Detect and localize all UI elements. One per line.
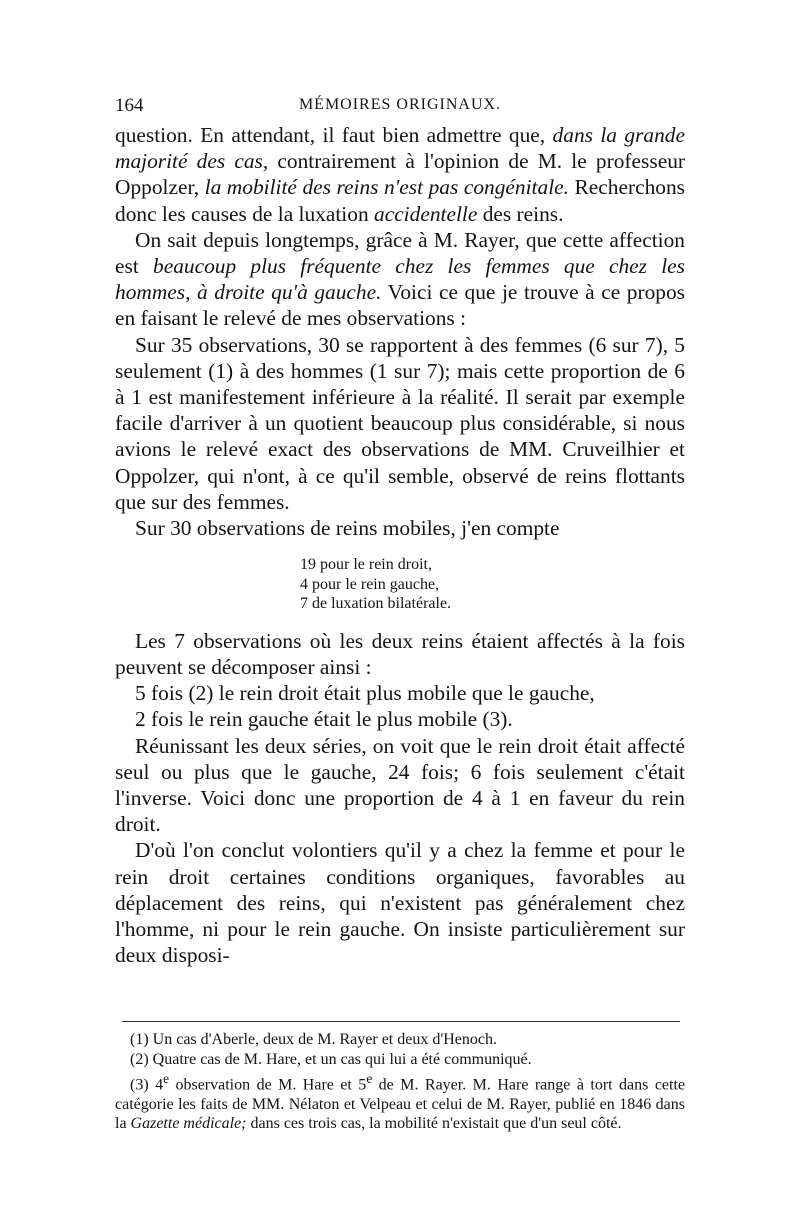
footnote [115, 1069, 685, 1134]
list-item: 4 pour le rein gauche, [300, 575, 440, 593]
main-text [115, 122, 685, 968]
paragraph [115, 837, 685, 968]
list-item: 7 de luxation bilatérale. [300, 595, 452, 613]
text-segment: (1) Un cas d'Aberle, deux de M. Rayer et deux d'Henoch. [130, 1031, 497, 1048]
fold-line: 2 fois le rein gauche était le plus mobile (3). [135, 707, 513, 732]
text-segment: de M. Rayer. M. Hare range à tort dans cette catégorie les faits de MM. Nélaton et Velpeau et celui de M. Rayer, publié en 1846 dans la [115, 1076, 686, 1133]
page-number: 164 [115, 95, 144, 116]
text-segment: Les 7 observations où les deux reins étaient affectés à la fois peuvent se décomposer ainsi : [115, 628, 685, 679]
paragraph [115, 515, 685, 541]
paragraph [115, 733, 685, 838]
italic-text: Gazette médicale; [130, 1115, 247, 1133]
footnote [115, 1030, 685, 1050]
superscript: e [163, 1071, 170, 1086]
footnote [115, 1050, 685, 1070]
text-segment: D'où l'on conclut volontiers qu'il y a chez la femme et pour le rein droit certaines conditions organiques, favorables au déplacement des reins, qui n'existent pas généralement chez l'homme, ni pour le rein gauche. On insiste particulièrement sur deux disposi- [115, 838, 685, 968]
text-segment: Sur 30 observations de reins mobiles, j'en compte [135, 516, 560, 541]
text-segment: question. En attendant, il faut bien admettre que, [115, 123, 553, 147]
text-segment: observation de M. Hare et 5 [169, 1076, 367, 1094]
italic-text: dans la grande majorité des cas, [115, 123, 685, 174]
text-segment: dans ces trois cas, la mobilité n'existait que d'un seul côté. [246, 1115, 622, 1133]
superscript: e [366, 1071, 373, 1086]
text-segment: Réunissant les deux séries, on voit que le rein droit était affecté seul ou plus que le gauche, 24 fois; 6 fois seulement c'était l'inverse. Voici donc une proportion de 4 à 1 en faveur du rein droit. [115, 733, 685, 837]
paragraph [115, 227, 685, 332]
list-item: 19 pour le rein droit, [300, 556, 432, 574]
running-title: MÉMOIRES ORIGINAUX. [298, 96, 502, 113]
page-header [115, 95, 685, 123]
text-segment: (3) 4 [130, 1076, 164, 1094]
text-segment: des reins. [477, 201, 564, 226]
fold-line: 5 fois (2) le rein droit était plus mobile que le gauche, [135, 681, 595, 706]
footnotes [115, 1030, 685, 1134]
footnote-divider [122, 1021, 680, 1022]
paragraph [115, 332, 685, 515]
italic-text: accidentelle [374, 201, 478, 226]
text-segment: Recherchons donc les causes de la luxation [115, 175, 685, 226]
italic-text: beaucoup plus fréquente chez les femmes que chez les hommes, à droite qu'à gauche. [115, 254, 685, 305]
text-segment: contrairement à l'opinion de M. le professeur Oppolzer, [115, 149, 686, 200]
paragraph [115, 122, 685, 227]
italic-text: la mobilité des reins n'est pas congénitale. [204, 175, 569, 200]
text-segment: Sur 35 observations, 30 se rapportent à des femmes (6 sur 7), 5 seulement (1) à des hommes (1 sur 7); mais cette proportion de 6 à 1 est manifestement inférieure à la réalité. Il serait par exemple facile d'arriver à un quotient beaucoup plus considérable, si nous avions le relevé exact des observations de MM. Cruveilhier et Oppolzer, qui n'ont, à ce qu'il semble, observé de reins flottants que sur des femmes. [115, 332, 685, 514]
text-segment: (2) Quatre cas de M. Hare, et un cas qui lui a été communiqué. [130, 1050, 532, 1068]
text-segment: Voici ce que je trouve à ce propos en faisant le relevé de mes observations : [115, 280, 685, 331]
paragraph [115, 628, 685, 680]
count-list [300, 555, 685, 614]
text-segment: On sait depuis longtemps, grâce à M. Rayer, que cette affection est [115, 227, 685, 279]
